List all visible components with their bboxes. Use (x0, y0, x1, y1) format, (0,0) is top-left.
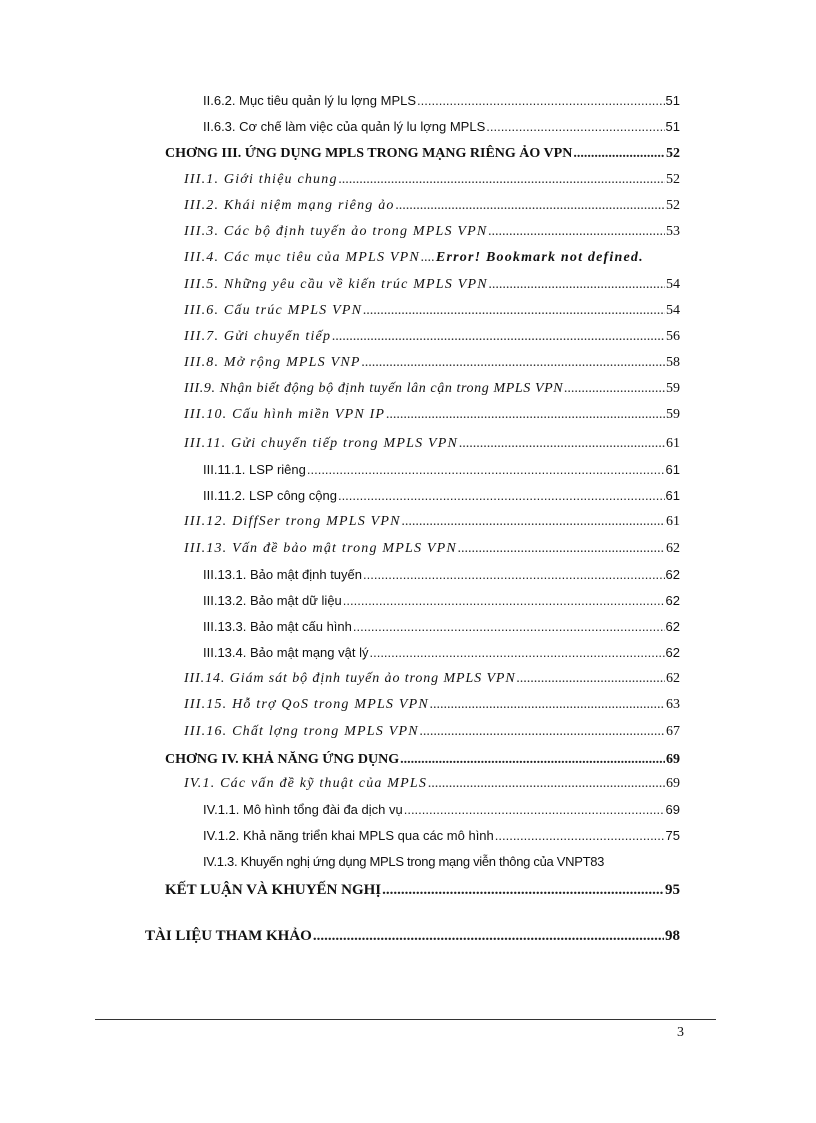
toc-entry[interactable] (184, 172, 680, 194)
toc-entry-title: III.5. Những yêu cầu về kiến trúc MPLS VPN (184, 277, 488, 292)
toc-entry-title: III.3. Các bộ định tuyến ảo trong MPLS VPN (184, 224, 488, 239)
leader-dots (363, 303, 665, 319)
toc-entry[interactable] (184, 407, 680, 429)
toc-entry[interactable] (184, 697, 680, 719)
toc-entry-page: 59 (666, 381, 680, 396)
toc-entry[interactable] (184, 436, 680, 458)
toc-entry-page: 52 (666, 198, 680, 213)
leader-dots (430, 697, 665, 713)
toc-entry[interactable] (184, 776, 680, 798)
toc-entry-title: III.12. DiffSer trong MPLS VPN (184, 514, 401, 529)
leader-dots (489, 277, 665, 293)
bookmark-error-text: Error! Bookmark not defined. (435, 250, 644, 265)
toc-entry-chapter[interactable] (165, 752, 680, 774)
toc-entry-title: IV.1.3. Khuyến nghị ứng dụng MPLS trong mạng viễn thông của VNPT (203, 854, 591, 869)
leader-dots (458, 541, 665, 557)
leader-dots (338, 488, 665, 503)
toc-entry-title: III.7. Gửi chuyển tiếp (184, 329, 332, 344)
toc-entry[interactable] (203, 488, 680, 510)
toc-entry-title: III.10. Cấu hình miền VPN IP (184, 407, 386, 422)
leader-dots (402, 514, 665, 530)
toc-entry-page: 56 (666, 329, 680, 344)
toc-entry-page: 59 (666, 407, 680, 422)
toc-entry-page: 51 (665, 93, 680, 108)
toc-entry-title: III.11.2. LSP công cộng (203, 488, 337, 503)
leader-dots (396, 198, 665, 214)
toc-entry[interactable] (184, 671, 680, 693)
leader-dots (495, 828, 665, 843)
leader-dots (313, 928, 664, 945)
toc-entry-page: 95 (665, 882, 680, 898)
toc-entry-page: 62 (666, 671, 680, 686)
toc-entry[interactable] (203, 802, 680, 824)
toc-entry-page: 63 (666, 697, 680, 712)
toc-entry[interactable] (184, 355, 680, 377)
toc-entry-title: TÀI LIỆU THAM KHẢO (145, 928, 312, 944)
toc-entry-page: 62 (666, 541, 680, 556)
toc-entry-title: II.6.2. Mục tiêu quản lý lu lợng MPLS (203, 93, 417, 108)
toc-entry[interactable] (184, 224, 680, 246)
toc-entry[interactable] (184, 381, 680, 403)
toc-entry-chapter[interactable] (165, 882, 680, 904)
toc-entry[interactable] (184, 250, 680, 272)
toc-entry-page: 69 (666, 776, 680, 791)
toc-entry[interactable] (203, 567, 680, 589)
toc-entry-page: 83 (590, 854, 605, 869)
toc-entry[interactable] (203, 854, 680, 876)
toc-entry[interactable] (184, 198, 680, 220)
toc-entry[interactable] (203, 828, 680, 850)
toc-entry-page: 62 (665, 619, 680, 634)
toc-entry-title: III.2. Khái niệm mạng riêng ảo (184, 198, 395, 213)
toc-entry-title: III.6. Cấu trúc MPLS VPN (184, 303, 363, 318)
toc-entry-page: 53 (666, 224, 680, 239)
toc-entry-title: III.13.2. Bảo mật dữ liệu (203, 593, 342, 608)
leader-dots (307, 462, 665, 477)
leader-dots (339, 172, 665, 188)
toc-entry-title: III.11. Gửi chuyển tiếp trong MPLS VPN (184, 436, 459, 451)
toc-entry-chapter[interactable] (165, 146, 680, 168)
toc-entry[interactable] (184, 329, 680, 351)
toc-entry[interactable] (184, 277, 680, 299)
toc-entry-page: 54 (666, 277, 680, 292)
toc-entry-title: CHƠNG IV. KHẢ NĂNG ỨNG DỤNG (165, 752, 400, 767)
toc-entry-page: 62 (665, 645, 680, 660)
toc-entry-chapter[interactable] (145, 928, 680, 950)
toc-entry[interactable] (203, 619, 680, 641)
leader-dots (421, 250, 435, 266)
toc-entry-title: III.4. Các mục tiêu của MPLS VPN (184, 250, 420, 265)
toc-entry-page: 69 (666, 752, 680, 767)
toc-entry-page: 58 (666, 355, 680, 370)
leader-dots (488, 224, 665, 240)
leader-dots (517, 671, 665, 687)
leader-dots (573, 146, 665, 162)
toc-entry-page: 61 (665, 488, 680, 503)
toc-entry[interactable] (203, 119, 680, 141)
toc-entry-title: III.16. Chất lợng trong MPLS VPN (184, 724, 419, 739)
toc-entry-title: III.13.3. Bảo mật cấu hình (203, 619, 352, 634)
toc-entry[interactable] (203, 593, 680, 615)
toc-entry-page: 62 (665, 593, 680, 608)
toc-entry-title: IV.1.1. Mô hình tổng đài đa dịch vụ (203, 802, 403, 817)
toc-entry[interactable] (203, 462, 680, 484)
leader-dots (404, 802, 665, 817)
leader-dots (369, 645, 664, 660)
leader-dots (386, 407, 665, 423)
toc-entry-title: CHƠNG III. ỨNG DỤNG MPLS TRONG MẠNG RIÊNG ẢO VPN (165, 146, 573, 161)
toc-entry[interactable] (203, 645, 680, 667)
toc-entry-title: III.14. Giám sát bộ định tuyến ảo trong MPLS VPN (184, 671, 516, 686)
leader-dots (428, 776, 665, 792)
toc-entry-page: 61 (666, 514, 680, 529)
toc-entry-page: 69 (665, 802, 680, 817)
leader-dots (486, 119, 664, 134)
toc-entry-page: 51 (665, 119, 680, 134)
leader-dots (353, 619, 665, 634)
leader-dots (363, 567, 665, 582)
toc-entry-page: 75 (665, 828, 680, 843)
toc-entry-title: II.6.3. Cơ chế làm việc của quản lý lu lợng MPLS (203, 119, 486, 134)
leader-dots (382, 882, 664, 899)
toc-entry-page: 52 (666, 146, 680, 161)
footer-divider (95, 1019, 716, 1020)
toc-entry-title: III.8. Mở rộng MPLS VNP (184, 355, 361, 370)
toc-entry-page: 62 (665, 567, 680, 582)
leader-dots (459, 436, 665, 452)
toc-entry-title: KẾT LUẬN VÀ KHUYẾN NGHỊ (165, 882, 382, 898)
toc-entry-title: IV.1.2. Khả năng triển khai MPLS qua các mô hình (203, 828, 494, 843)
toc-entry-page: 61 (665, 462, 680, 477)
toc-entry-title: III.13. Vấn đề bảo mật trong MPLS VPN (184, 541, 457, 556)
leader-dots (362, 355, 665, 371)
leader-dots (420, 724, 665, 740)
leader-dots (417, 93, 665, 108)
footer-page-number: 3 (677, 1025, 684, 1040)
toc-entry-page: 67 (666, 724, 680, 739)
toc-entry-title: III.1. Giới thiệu chung (184, 172, 338, 187)
toc-entry-title: III.13.4. Bảo mật mạng vật lý (203, 645, 369, 660)
toc-entry[interactable] (184, 541, 680, 563)
toc-entry-title: III.13.1. Bảo mật định tuyến (203, 567, 362, 582)
toc-entry-page: 98 (665, 928, 680, 944)
toc-entry[interactable] (184, 514, 680, 536)
leader-dots (564, 381, 665, 397)
toc-entry-page: 52 (666, 172, 680, 187)
toc-entry-title: III.9. Nhận biết động bộ định tuyến lân cận trong MPLS VPN (184, 381, 564, 396)
leader-dots (332, 329, 665, 345)
toc-entry-title: III.11.1. LSP riêng (203, 462, 306, 477)
leader-dots (343, 593, 665, 608)
toc-entry-title: III.15. Hỗ trợ QoS trong MPLS VPN (184, 697, 429, 712)
toc-entry[interactable] (184, 303, 680, 325)
toc-entry-page: 54 (666, 303, 680, 318)
toc-entry-page: 61 (666, 436, 680, 451)
toc-entry[interactable] (203, 93, 680, 115)
leader-dots (400, 752, 665, 768)
toc-entry[interactable] (184, 724, 680, 746)
toc-entry-title: IV.1. Các vấn đề kỹ thuật của MPLS (184, 776, 428, 791)
